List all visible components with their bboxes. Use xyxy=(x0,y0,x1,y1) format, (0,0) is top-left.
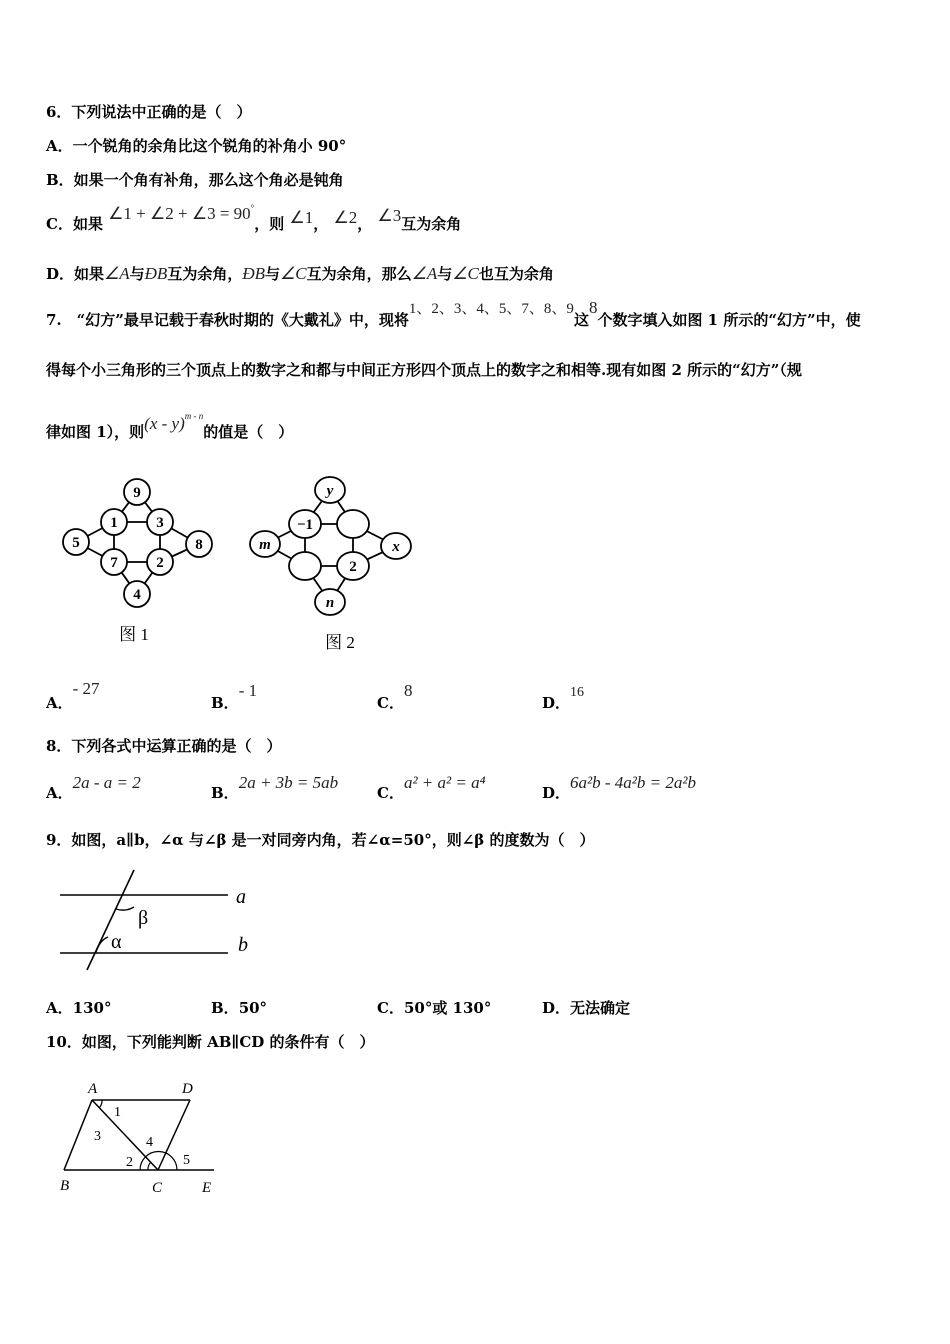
option-value: 6a²b - 4a²b = 2a²b xyxy=(570,773,696,792)
q9-beta-label: β xyxy=(138,907,149,929)
q7-text: 律如图 1），则 xyxy=(46,423,145,441)
q6-option-c xyxy=(46,203,462,236)
q10-stem: 10．如图，下列能判断 AB∥CD 的条件有（ ） xyxy=(46,1033,375,1051)
option-value: - 1 xyxy=(238,681,258,700)
q6-c-comma: ， xyxy=(313,215,329,233)
q6-c-prefix: C．如果 xyxy=(46,215,103,233)
q9-stem: 9．如图，a∥b，∠α 与∠β 是一对同旁内角，若∠α=50°，则∠β 的度数为（ ） xyxy=(46,831,595,849)
q7-numbers: 1、2、3、4、5、7、8、9 xyxy=(408,301,574,317)
q10-figure xyxy=(50,1074,250,1204)
q7-option-c xyxy=(377,680,413,712)
option-label: B． xyxy=(211,999,239,1017)
fig2-top-label: y xyxy=(326,483,334,499)
fig1-tr-number: 3 xyxy=(156,515,164,531)
option-value: 无法确定 xyxy=(570,999,631,1017)
q7-text: 这 xyxy=(573,311,589,329)
q6-d-text: 互为余角，那么 xyxy=(306,265,412,283)
q9-option-a xyxy=(46,998,111,1018)
q6-c-angle1: ∠1 xyxy=(289,208,314,227)
fig2-bottom-label: n xyxy=(325,595,335,611)
q6-d-text: 与 xyxy=(437,265,453,283)
q7-eight: 8 xyxy=(588,298,598,317)
option-value: 50°或 130° xyxy=(403,999,492,1017)
q6-option-a: A．一个锐角的余角比这个锐角的补角小 90° xyxy=(46,137,347,155)
q6-c-degree: ° xyxy=(250,203,255,213)
fig1-bl-number: 7 xyxy=(110,555,118,571)
q9-line-a-label: a xyxy=(236,886,246,908)
q10-angle-3: 3 xyxy=(94,1129,101,1144)
q6-c-angle2: ∠2 xyxy=(333,208,358,227)
q7-line2: 得每个小三角形的三个顶点上的数字之和都与中间正方形四个顶点上的数字之和相等.现有如图 2 所示的“幻方”（规 xyxy=(46,361,802,379)
q10-angle-2: 2 xyxy=(126,1155,133,1170)
q10-angle-4: 4 xyxy=(146,1135,153,1150)
option-label: D． xyxy=(542,694,571,712)
option-value: 16 xyxy=(570,685,585,700)
q8-option-d xyxy=(542,772,696,802)
fig2-br-number: 2 xyxy=(349,559,357,575)
option-value: 2a - a = 2 xyxy=(72,773,141,792)
q7-text: 的值是（ ） xyxy=(203,423,294,441)
option-value: 8 xyxy=(403,681,413,700)
option-value: - 27 xyxy=(72,679,100,698)
q7-text: 7. “幻方”最早记载于春秋时期的《大戴礼》中，现将 xyxy=(46,311,409,329)
q9-option-b xyxy=(211,998,267,1018)
option-label: B． xyxy=(211,694,239,712)
fig1-br-number: 2 xyxy=(156,555,164,571)
q10-point-b: B xyxy=(60,1178,70,1194)
q7-exponent: m - n xyxy=(184,411,204,421)
q9-option-d xyxy=(542,998,630,1018)
q6-d-angle: ÐB xyxy=(242,264,266,283)
option-label: D． xyxy=(542,784,571,802)
q6-d-angle: ∠A xyxy=(104,264,130,283)
option-label: C． xyxy=(377,694,404,712)
fig1-top-number: 9 xyxy=(133,485,141,501)
q8-stem: 8．下列各式中运算正确的是（ ） xyxy=(46,737,282,755)
q6-stem: 6．下列说法中正确的是（ ） xyxy=(46,103,252,121)
q7-option-b xyxy=(211,680,258,712)
option-label: A． xyxy=(46,694,73,712)
fig2-tl-number: −1 xyxy=(296,517,314,533)
q6-d-text: 也互为余角 xyxy=(478,265,554,283)
q6-d-angle: ∠C xyxy=(452,264,479,283)
option-value: 50° xyxy=(238,999,268,1017)
fig2-right-label: x xyxy=(392,539,400,555)
fig1-caption: 图 1 xyxy=(119,625,149,644)
q6-d-angle: ÐB xyxy=(144,264,168,283)
q10-point-c: C xyxy=(152,1180,163,1196)
fig2-caption: 图 2 xyxy=(325,633,355,652)
option-label: A． xyxy=(46,784,73,802)
option-label: C． xyxy=(377,999,404,1017)
fig1-tl-number: 1 xyxy=(110,515,118,531)
option-label: A． xyxy=(46,999,73,1017)
q6-option-b: B．如果一个角有补角，那么这个角必是钝角 xyxy=(46,171,344,189)
q7-line3 xyxy=(46,411,294,444)
q6-option-d xyxy=(46,264,554,284)
q7-option-a xyxy=(46,678,100,712)
q6-d-text: 与 xyxy=(129,265,145,283)
q6-c-angle3: ∠3 xyxy=(377,206,402,225)
q7-expression: (x - y) xyxy=(144,414,185,433)
q7-text: 个数字填入如图 1 所示的“幻方”中，使 xyxy=(597,311,861,329)
option-label: C． xyxy=(377,784,404,802)
q7-option-d xyxy=(542,680,585,712)
option-value: 2a + 3b = 5ab xyxy=(238,773,339,792)
q9-option-c xyxy=(377,998,491,1018)
q10-point-d: D xyxy=(182,1081,193,1097)
q6-c-comma: ， xyxy=(357,215,373,233)
fig1-right-number: 8 xyxy=(195,537,203,553)
option-label: B． xyxy=(211,784,239,802)
q9-figure xyxy=(50,862,270,982)
q6-d-text: 与 xyxy=(265,265,281,283)
q10-angle-5: 5 xyxy=(183,1153,190,1168)
q8-option-b xyxy=(211,772,339,802)
fig1-bottom-number: 4 xyxy=(133,587,141,603)
q10-point-e: E xyxy=(202,1180,212,1196)
q9-line-b-label: b xyxy=(238,934,248,956)
option-value: 130° xyxy=(72,999,112,1017)
q9-alpha-label: α xyxy=(111,931,122,953)
q6-d-text: 互为余角， xyxy=(167,265,243,283)
option-value: a² + a² = a⁴ xyxy=(403,773,486,792)
q6-c-mid: ，则 xyxy=(254,215,285,233)
fig1-left-number: 5 xyxy=(72,535,80,551)
q7-line1 xyxy=(46,298,861,331)
q8-option-c xyxy=(377,772,486,802)
q10-point-a: A xyxy=(88,1081,98,1097)
option-label: D． xyxy=(542,999,571,1017)
fig2-left-label: m xyxy=(259,537,271,553)
q6-c-math: ∠1 + ∠2 + ∠3 = 90 xyxy=(108,204,251,223)
q7-figures xyxy=(50,470,430,660)
q6-d-text: D．如果 xyxy=(46,265,105,283)
q8-option-a xyxy=(46,772,141,802)
q6-c-suffix: 互为余角 xyxy=(401,215,462,233)
q10-angle-1: 1 xyxy=(114,1105,121,1120)
q6-d-angle: ∠C xyxy=(280,264,307,283)
q6-d-angle: ∠A xyxy=(411,264,438,283)
